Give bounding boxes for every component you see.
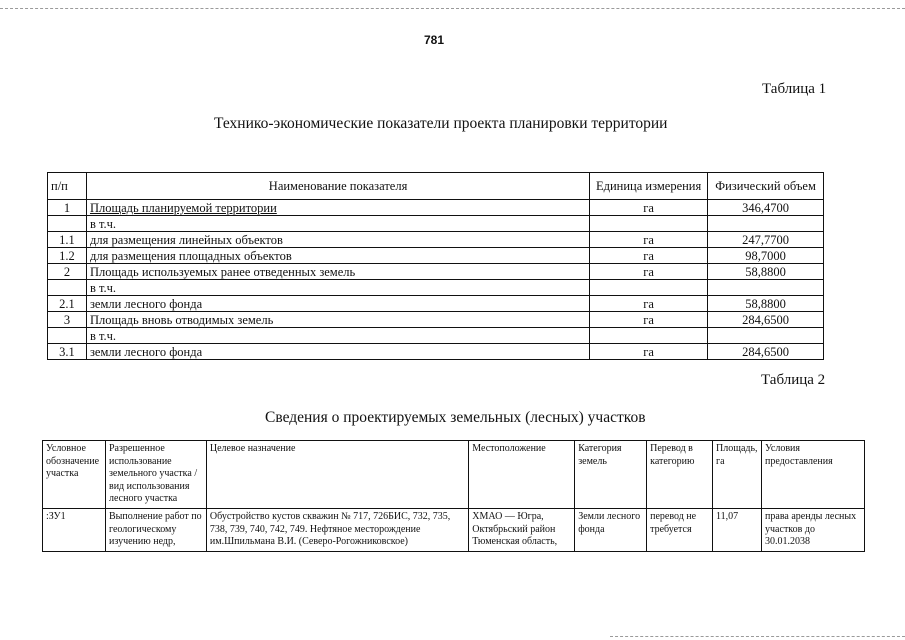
table-row [48,216,824,232]
indicator-name: Площадь используемых ранее отведенных земель [86,264,589,280]
unit-cell: га [590,200,708,216]
value-cell: 284,6500 [708,344,824,360]
indicator-name: Площадь вновь отводимых земель [86,312,589,328]
scan-top-edge [0,8,905,10]
value-cell: 98,7000 [708,248,824,264]
row-number: 2.1 [48,296,87,312]
row-number: 3 [48,312,87,328]
plot-location: ХМАО — Югра, Октябрьский район Тюменская область, [469,509,575,552]
table-row [48,280,824,296]
value-cell: 346,4700 [708,200,824,216]
indicators-table [47,172,824,360]
header-cell: Физический объем [708,173,824,200]
table-header-row [43,441,865,509]
value-cell [708,280,824,296]
table-row [48,200,824,216]
table-row [48,328,824,344]
table-row [48,232,824,248]
value-cell [708,216,824,232]
indicator-name: земли лесного фонда [86,344,589,360]
plot-category: Земли лесного фонда [575,509,647,552]
row-number [48,216,87,232]
unit-cell [590,328,708,344]
plot-purpose: Обустройство кустов скважин № 717, 726БИС, 732, 735, 738, 739, 740, 742, 749. Нефтяное месторождение им.Шпильмана В.И. (Северо-Рогожниковское) [206,509,468,552]
table1-title: Технико-экономические показатели проекта планировки территории [214,115,668,132]
header-cell: п/п [48,173,87,200]
header-cell: Категория земель [575,441,647,509]
unit-cell: га [590,264,708,280]
scan-bottom-edge [610,636,905,638]
value-cell: 247,7700 [708,232,824,248]
header-cell: Единица измерения [590,173,708,200]
plot-conditions: права аренды лесных участков до 30.01.2038 [762,509,865,552]
unit-cell: га [590,344,708,360]
header-cell: Условия предоставления [762,441,865,509]
indicator-name: Площадь планируемой территории [86,200,589,216]
indicator-name: в т.ч. [86,280,589,296]
row-number: 1.1 [48,232,87,248]
table-row [48,296,824,312]
header-cell: Разрешенное использование земельного участка / вид использования лесного участка [105,441,206,509]
indicator-name: в т.ч. [86,216,589,232]
land-plots-table [42,440,865,552]
value-cell: 284,6500 [708,312,824,328]
unit-cell [590,216,708,232]
row-number: 1 [48,200,87,216]
indicator-name: для размещения площадных объектов [86,248,589,264]
table-header-row [48,173,824,200]
header-cell: Наименование показателя [86,173,589,200]
row-number [48,280,87,296]
indicator-name: в т.ч. [86,328,589,344]
table-row [48,344,824,360]
page-number: 781 [424,33,445,47]
plot-area: 11,07 [713,509,762,552]
table-row [43,509,865,552]
row-number: 3.1 [48,344,87,360]
header-cell: Условное обозначение участка [43,441,106,509]
plot-designation: :ЗУ1 [43,509,106,552]
value-cell: 58,8800 [708,264,824,280]
header-cell: Площадь, га [713,441,762,509]
value-cell [708,328,824,344]
value-cell: 58,8800 [708,296,824,312]
plot-transfer: перевод не требуется [647,509,713,552]
table-row [48,248,824,264]
plot-use: Выполнение работ по геологическому изучению недр, [105,509,206,552]
table2-title: Сведения о проектируемых земельных (лесных) участков [265,409,646,426]
unit-cell: га [590,248,708,264]
indicator-name: для размещения линейных объектов [86,232,589,248]
table2-caption: Таблица 2 [761,372,826,388]
table-row [48,264,824,280]
unit-cell: га [590,232,708,248]
unit-cell: га [590,296,708,312]
row-number: 1.2 [48,248,87,264]
header-cell: Перевод в категорию [647,441,713,509]
indicator-name: земли лесного фонда [86,296,589,312]
table-row [48,312,824,328]
table1-caption: Таблица 1 [762,81,827,97]
unit-cell [590,280,708,296]
unit-cell: га [590,312,708,328]
header-cell: Местоположение [469,441,575,509]
row-number [48,328,87,344]
header-cell: Целевое назначение [206,441,468,509]
row-number: 2 [48,264,87,280]
